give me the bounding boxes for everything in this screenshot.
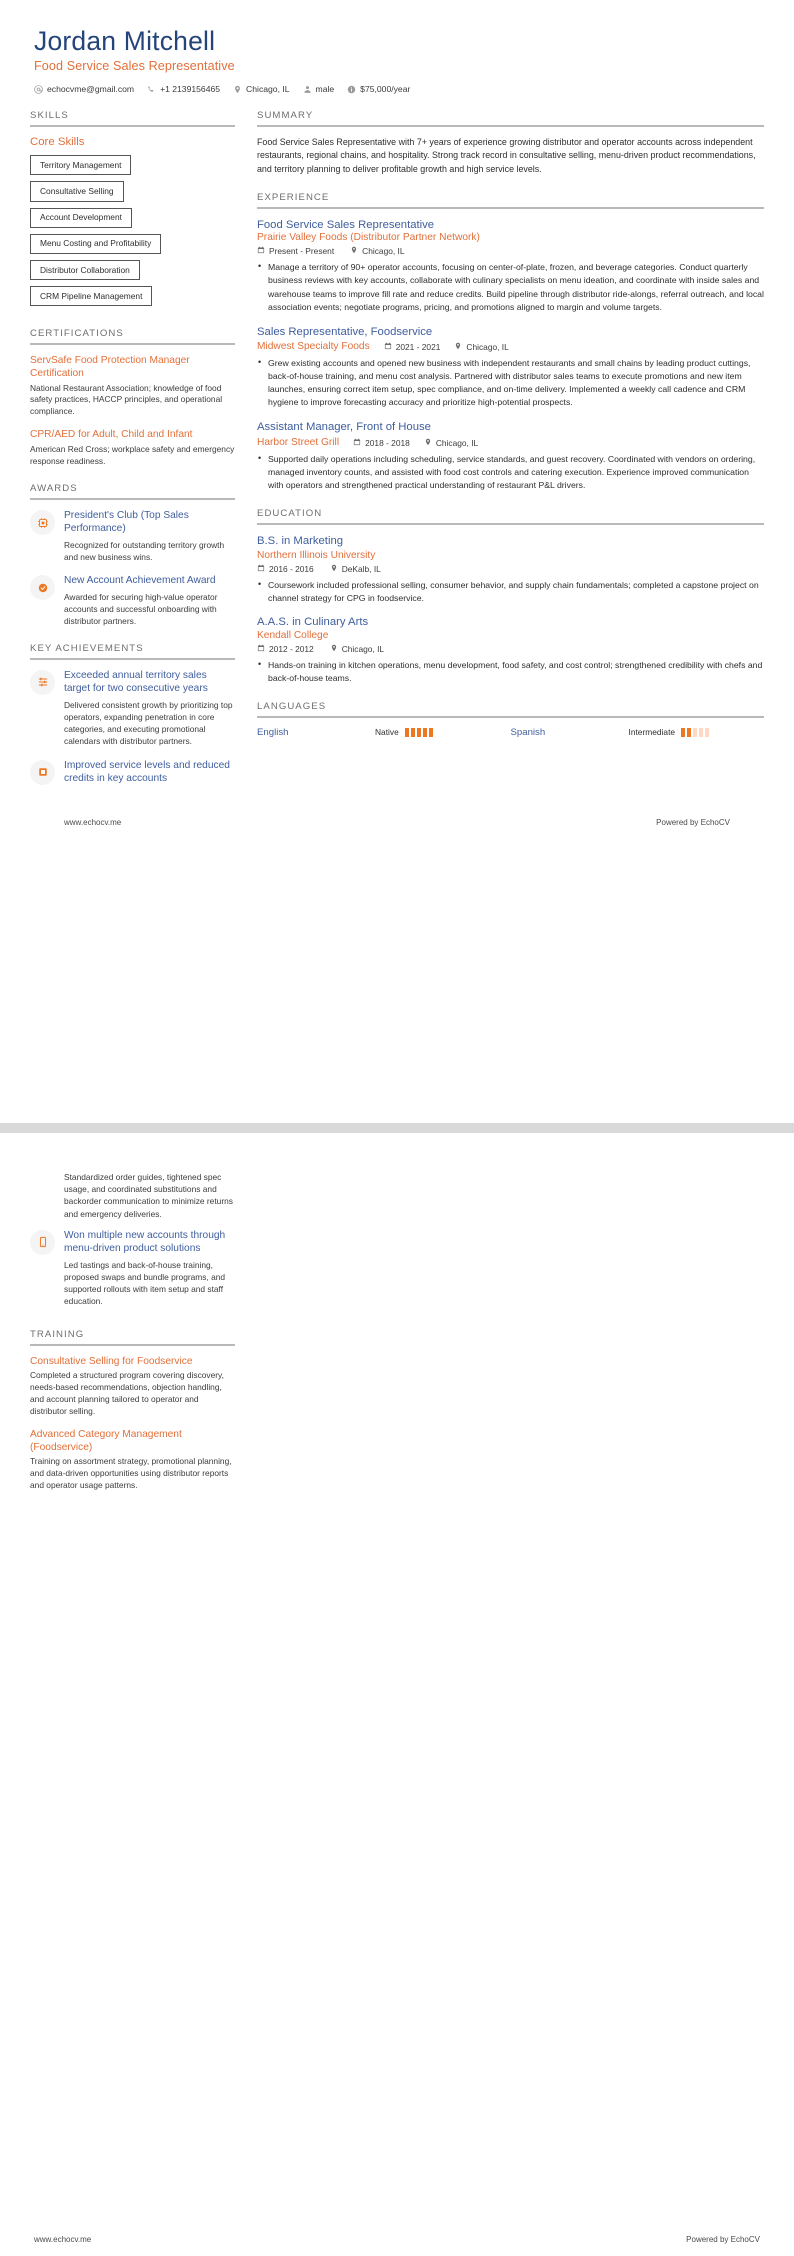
achievement-desc: Led tastings and back-of-house training, proposed swaps and bundle programs, and supported rollouts with item setup and staff education. [64,1259,226,1307]
page-footer [30,804,764,839]
location-icon [424,438,432,448]
bullet: • Coursework included professional selling, consumer behavior, and supply chain fundamentals; completed a capstone project on channel strategy for CPG in foodservice. [257,579,764,605]
divider [257,523,764,525]
check-circle-icon [30,575,55,600]
experience-company: Midwest Specialty Foods [257,341,370,353]
language-row [257,727,764,738]
achievement-item [30,1229,235,1308]
training-item [30,1428,235,1492]
section-title-education: EDUCATION [257,508,323,520]
experience-dates-text: 2018 - 2018 [365,437,410,448]
section-experience [257,192,764,492]
experience-bullets [257,261,764,313]
divider [30,343,235,345]
experience-location-text: Chicago, IL [466,341,509,352]
experience-location [424,438,478,448]
contact-phone-text: +1 2139156465 [160,84,221,95]
training-title: Consultative Selling for Foodservice [30,1356,193,1367]
info-icon [347,85,356,94]
contact-email[interactable] [34,84,134,94]
contact-phone[interactable] [147,84,220,94]
education-bullets [257,579,764,605]
skills-subhead: Core Skills [30,136,85,149]
mobile-icon [30,1230,55,1255]
phone-icon [147,85,156,94]
language-level: Intermediate [628,727,676,738]
language-item [511,727,765,738]
page-separator [0,1123,794,1133]
sliders-icon [30,670,55,695]
right-column [257,110,764,754]
achievement-item [30,669,235,748]
award-desc: Awarded for securing high-value operator accounts and successful onboarding with distributor partners. [64,591,218,627]
experience-item [257,420,764,492]
certification-item [30,354,235,418]
education-location-text: DeKalb, IL [341,563,381,574]
achievement-title: Exceeded annual territory sales target for two consecutive years [64,669,208,695]
divider [30,1344,235,1346]
contact-gender [303,84,335,94]
contact-salary-text: $75,000/year [360,84,411,95]
section-title-summary: SUMMARY [257,110,314,122]
left-column-continued [30,1171,235,1508]
section-awards [30,483,235,627]
contact-location [233,84,289,94]
experience-dates [353,438,410,448]
achievement-desc: Delivered consistent growth by prioritizing top operators, expanding penetration in core categories, and executing promotional calendars with distributor partners. [64,699,233,747]
award-item [30,574,235,627]
bullet: • Supported daily operations including scheduling, service standards, and guest recovery. Coordinated with vendors on ordering, managed inventory counts, and assisted with food cost controls and catering execution. Experience improved communication with operators and strengthened practical understanding of restaurant P&L drivers. [257,453,764,492]
education-dates [257,644,314,654]
experience-dates-text: Present - Present [269,246,335,257]
education-dates [257,564,314,574]
resume-page-2 [0,1133,794,2256]
award-title: President's Club (Top Sales Performance) [64,510,189,535]
divider [257,716,764,718]
section-title-awards: AWARDS [30,483,78,495]
skill-chip: Distributor Collaboration [30,260,140,280]
calendar-icon [257,644,265,654]
experience-company: Harbor Street Grill [257,437,340,449]
resume-body [30,110,764,804]
language-level: Native [375,727,399,738]
skill-chip: Territory Management [30,155,131,175]
section-certifications [30,328,235,467]
education-school: Northern Illinois University [257,549,376,561]
achievement-item [30,759,235,789]
section-languages [257,701,764,738]
experience-dates [257,246,334,256]
resume-header [30,26,764,94]
email-icon [34,85,43,94]
experience-role: Sales Representative, Foodservice [257,325,433,338]
achievement-desc: Standardized order guides, tightened spec usage, and coordinated substitutions and backorder communication to minimize returns and emergency deliveries. [64,1172,233,1219]
education-location [330,564,381,574]
divider [30,125,235,127]
person-icon [303,85,312,94]
experience-location [350,246,404,256]
education-bullets [257,659,764,685]
calendar-icon [384,342,392,352]
experience-meta [257,341,764,352]
bullet: • Hands-on training in kitchen operations, menu development, food safety, and cost control; strengthened credibility with chefs and back-of-house teams. [257,659,764,685]
language-name: English [257,726,289,738]
contact-salary [347,84,410,94]
skill-chip: Account Development [30,208,132,228]
certification-title: ServSafe Food Protection Manager Certification [30,355,190,380]
experience-bullets [257,453,764,492]
award-desc: Recognized for outstanding territory growth and new business wins. [64,539,225,563]
skill-chip: Menu Costing and Profitability [30,234,161,254]
section-education [257,508,764,685]
education-location [330,644,384,654]
candidate-name: Jordan Mitchell [34,26,216,56]
candidate-job-title: Food Service Sales Representative [34,59,235,74]
contact-list [34,84,764,94]
achievement-title: Improved service levels and reduced credits in key accounts [64,759,230,785]
chip-icon [30,510,55,535]
bullet: • Grew existing accounts and opened new business with independent restaurants and small chains by leading product cuttings, back-of-house training, and menu cost analysis. Partnered with distributor sales teams to execute promotions and new item launches, ensuring correct item setup, spec compliance, and on-time delivery. Implemented a weekly call cadence and CRM hygiene to improve forecasting accuracy and prioritize high-potential prospects. [257,357,764,409]
section-title-experience: EXPERIENCE [257,192,330,204]
experience-location-text: Chicago, IL [435,437,479,448]
experience-meta [257,437,764,448]
education-dates-text: 2012 - 2012 [269,644,314,655]
language-proficiency-dots [681,728,709,737]
page-footer [0,2221,794,2256]
section-title-certifications: CERTIFICATIONS [30,328,124,340]
certification-title: CPR/AED for Adult, Child and Infant [30,429,193,441]
language-proficiency-dots [405,728,433,737]
training-desc: Completed a structured program covering discovery, needs-based recommendations, objection handling, and account planning tailored to operator and distributor selling. [30,1370,224,1417]
experience-item [257,218,764,314]
experience-dates-text: 2021 - 2021 [395,341,441,352]
experience-role: Food Service Sales Representative [257,218,435,231]
experience-item [257,325,764,410]
footer-powered: Powered by EchoCV [686,2235,760,2244]
experience-bullets [257,357,764,409]
education-school: Kendall College [257,630,329,642]
experience-location [454,342,508,352]
section-key-achievements [30,643,235,788]
location-icon [233,85,242,94]
certification-item [30,428,235,467]
achievement-title: Won multiple new accounts through menu-driven product solutions [64,1229,226,1255]
section-training [30,1329,235,1492]
education-degree: B.S. in Marketing [257,534,344,547]
experience-company: Prairie Valley Foods (Distributor Partner Network) [257,232,480,244]
section-title-languages: LANGUAGES [257,701,327,713]
left-column [30,110,235,804]
divider [30,498,235,500]
calendar-icon [353,438,361,448]
contact-gender-text: male [315,84,335,95]
language-name: Spanish [510,726,546,738]
calendar-icon [257,564,265,574]
experience-role: Assistant Manager, Front of House [257,421,431,434]
location-icon [454,342,462,352]
divider [30,658,235,660]
education-meta [257,564,764,574]
resume-page-1 [0,0,794,1123]
bullet: • Manage a territory of 90+ operator accounts, focusing on center-of-plate, frozen, and beverage categories. Conduct quarterly business reviews with key accounts, collaborate with culinary specialists on menu ideation, and coordinate with inside sales and warehouse teams to improve fill rate and reduce credits. Build pipeline through distributor ride-alongs, referral outreach, and local association events; negotiate programs, pricing, and promotions aligned to margin and volume targets. [257,261,764,313]
education-dates-text: 2016 - 2016 [269,563,314,574]
divider [257,207,764,209]
certification-desc: American Red Cross; workplace safety and emergency response readiness. [30,443,235,466]
skill-chip: CRM Pipeline Management [30,286,152,306]
award-title: New Account Achievement Award [64,575,216,587]
footer-powered: Powered by EchoCV [656,818,730,828]
location-icon [350,246,358,256]
experience-location-text: Chicago, IL [362,246,405,257]
resume-body-continued [30,1171,764,1508]
contact-location-text: Chicago, IL [246,84,290,95]
contact-email-text: echocvme@gmail.com [47,84,135,95]
location-icon [330,644,338,654]
education-location-text: Chicago, IL [341,644,385,655]
section-title-training: TRAINING [30,1329,85,1341]
education-item [257,534,764,605]
education-item [257,615,764,686]
location-icon [330,564,338,574]
language-item [257,727,511,738]
education-degree: A.A.S. in Culinary Arts [257,615,369,628]
divider [257,125,764,127]
certification-desc: National Restaurant Association; knowledge of food safety practices, HACCP principles, and operational compliance. [30,382,223,417]
calendar-icon [257,246,265,256]
training-item [30,1355,235,1418]
training-title: Advanced Category Management (Foodservice) [30,1428,182,1454]
grid-icon [30,760,55,785]
experience-meta [257,246,764,256]
award-item [30,509,235,563]
education-meta [257,644,764,654]
footer-site[interactable]: www.echocv.me [64,818,122,828]
skill-chip: Consultative Selling [30,181,124,201]
training-desc: Training on assortment strategy, promotional planning, and data-driven opportunities using distributor reports and operator usage patterns. [30,1456,232,1491]
summary-text: Food Service Sales Representative with 7+ years of experience growing distributor and operator accounts across independent restaurants, regional chains, and hospitality. Strong track record in consultative selling, menu-driven product recommendations, and territory planning to deliver profitable growth and high service levels. [257,137,756,174]
section-skills [30,110,235,312]
section-summary [257,110,764,176]
experience-dates [384,342,441,352]
skill-chip-list [30,155,235,312]
section-title-key-achievements: KEY ACHIEVEMENTS [30,643,144,655]
footer-site[interactable]: www.echocv.me [34,2235,92,2244]
section-title-skills: SKILLS [30,110,69,122]
